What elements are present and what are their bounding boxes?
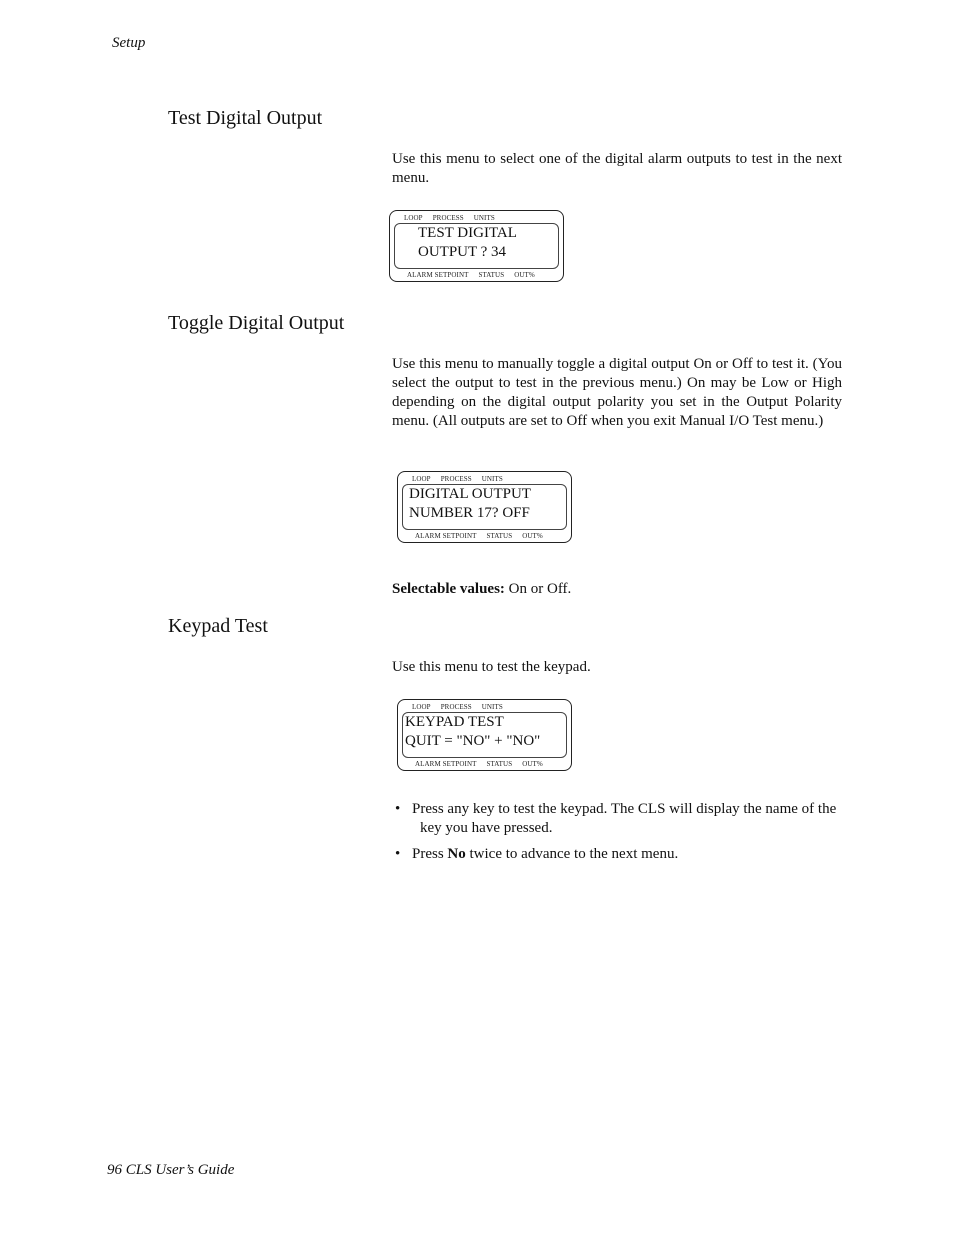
page-footer: 96 CLS User’s Guide	[107, 1162, 235, 1178]
lcd-label-out: OUT%	[522, 532, 543, 540]
list-item-bold: No	[447, 846, 466, 862]
lcd-label-loop: LOOP	[404, 214, 423, 222]
lcd-display-keypad-test	[397, 699, 572, 771]
lcd-label-status: STATUS	[486, 760, 513, 768]
lcd-label-loop: LOOP	[412, 703, 431, 711]
bullet-icon: •	[395, 846, 401, 862]
lcd-label-alarm-setpoint: ALARM SETPOINT	[407, 271, 469, 279]
bullet-icon: •	[395, 801, 401, 817]
section-body-toggle-digital-output: Use this menu to manually toggle a digital output On or Off to test it. (You select the output to test in the previous menu.) On may be Low or High depending on the digital output polarity you set in the Output Polarity menu. (All outputs are set to Off when you exit Manual I/O Test menu.)	[392, 356, 842, 429]
lcd-label-process: PROCESS	[440, 703, 472, 711]
lcd-label-alarm-setpoint: ALARM SETPOINT	[415, 532, 477, 540]
lcd-label-loop: LOOP	[412, 475, 431, 483]
lcd-bottom-labels	[415, 532, 553, 540]
lcd-label-alarm-setpoint: ALARM SETPOINT	[415, 760, 477, 768]
list-item	[392, 800, 842, 838]
selectable-values-label: Selectable values:	[392, 581, 505, 597]
section-body-keypad-test: Use this menu to test the keypad.	[392, 659, 591, 675]
lcd-bottom-labels	[415, 760, 553, 768]
section-title-toggle-digital-output: Toggle Digital Output	[168, 312, 345, 334]
lcd-line-2: NUMBER 17? OFF	[409, 505, 530, 521]
lcd-top-labels	[412, 475, 513, 483]
lcd-line-1: TEST DIGITAL	[418, 225, 517, 241]
lcd-label-process: PROCESS	[432, 214, 464, 222]
lcd-label-out: OUT%	[522, 760, 543, 768]
lcd-window	[402, 484, 567, 530]
lcd-label-process: PROCESS	[440, 475, 472, 483]
running-head: Setup	[112, 35, 146, 51]
lcd-top-labels	[412, 703, 513, 711]
lcd-display-toggle-digital-output	[397, 471, 572, 543]
keypad-instructions-list	[392, 800, 842, 871]
lcd-window	[402, 712, 567, 758]
lcd-display-test-digital-output	[389, 210, 564, 282]
section-body-test-digital-output: Use this menu to select one of the digital alarm outputs to test in the next menu.	[392, 151, 842, 186]
list-item-text: Press any key to test the keypad. The CLS will display the name of the key you have pressed.	[412, 801, 837, 836]
lcd-label-units: UNITS	[481, 703, 503, 711]
list-item-text: Press	[412, 846, 448, 862]
lcd-label-units: UNITS	[481, 475, 503, 483]
lcd-label-units: UNITS	[473, 214, 495, 222]
lcd-line-1: KEYPAD TEST	[405, 714, 504, 730]
section-title-keypad-test: Keypad Test	[168, 615, 268, 637]
selectable-values	[392, 580, 842, 599]
selectable-values-text: On or Off.	[504, 581, 572, 597]
list-item-text-suffix: twice to advance to the next menu.	[465, 846, 679, 862]
lcd-label-out: OUT%	[514, 271, 535, 279]
list-item	[392, 845, 842, 864]
lcd-window	[394, 223, 559, 269]
lcd-label-status: STATUS	[478, 271, 505, 279]
lcd-bottom-labels	[407, 271, 545, 279]
lcd-label-status: STATUS	[486, 532, 513, 540]
section-title-test-digital-output: Test Digital Output	[168, 107, 323, 129]
lcd-line-1: DIGITAL OUTPUT	[409, 486, 531, 502]
lcd-top-labels	[404, 214, 505, 222]
lcd-line-2: OUTPUT ? 34	[418, 244, 507, 260]
lcd-line-2: QUIT = "NO" + "NO"	[405, 733, 541, 749]
